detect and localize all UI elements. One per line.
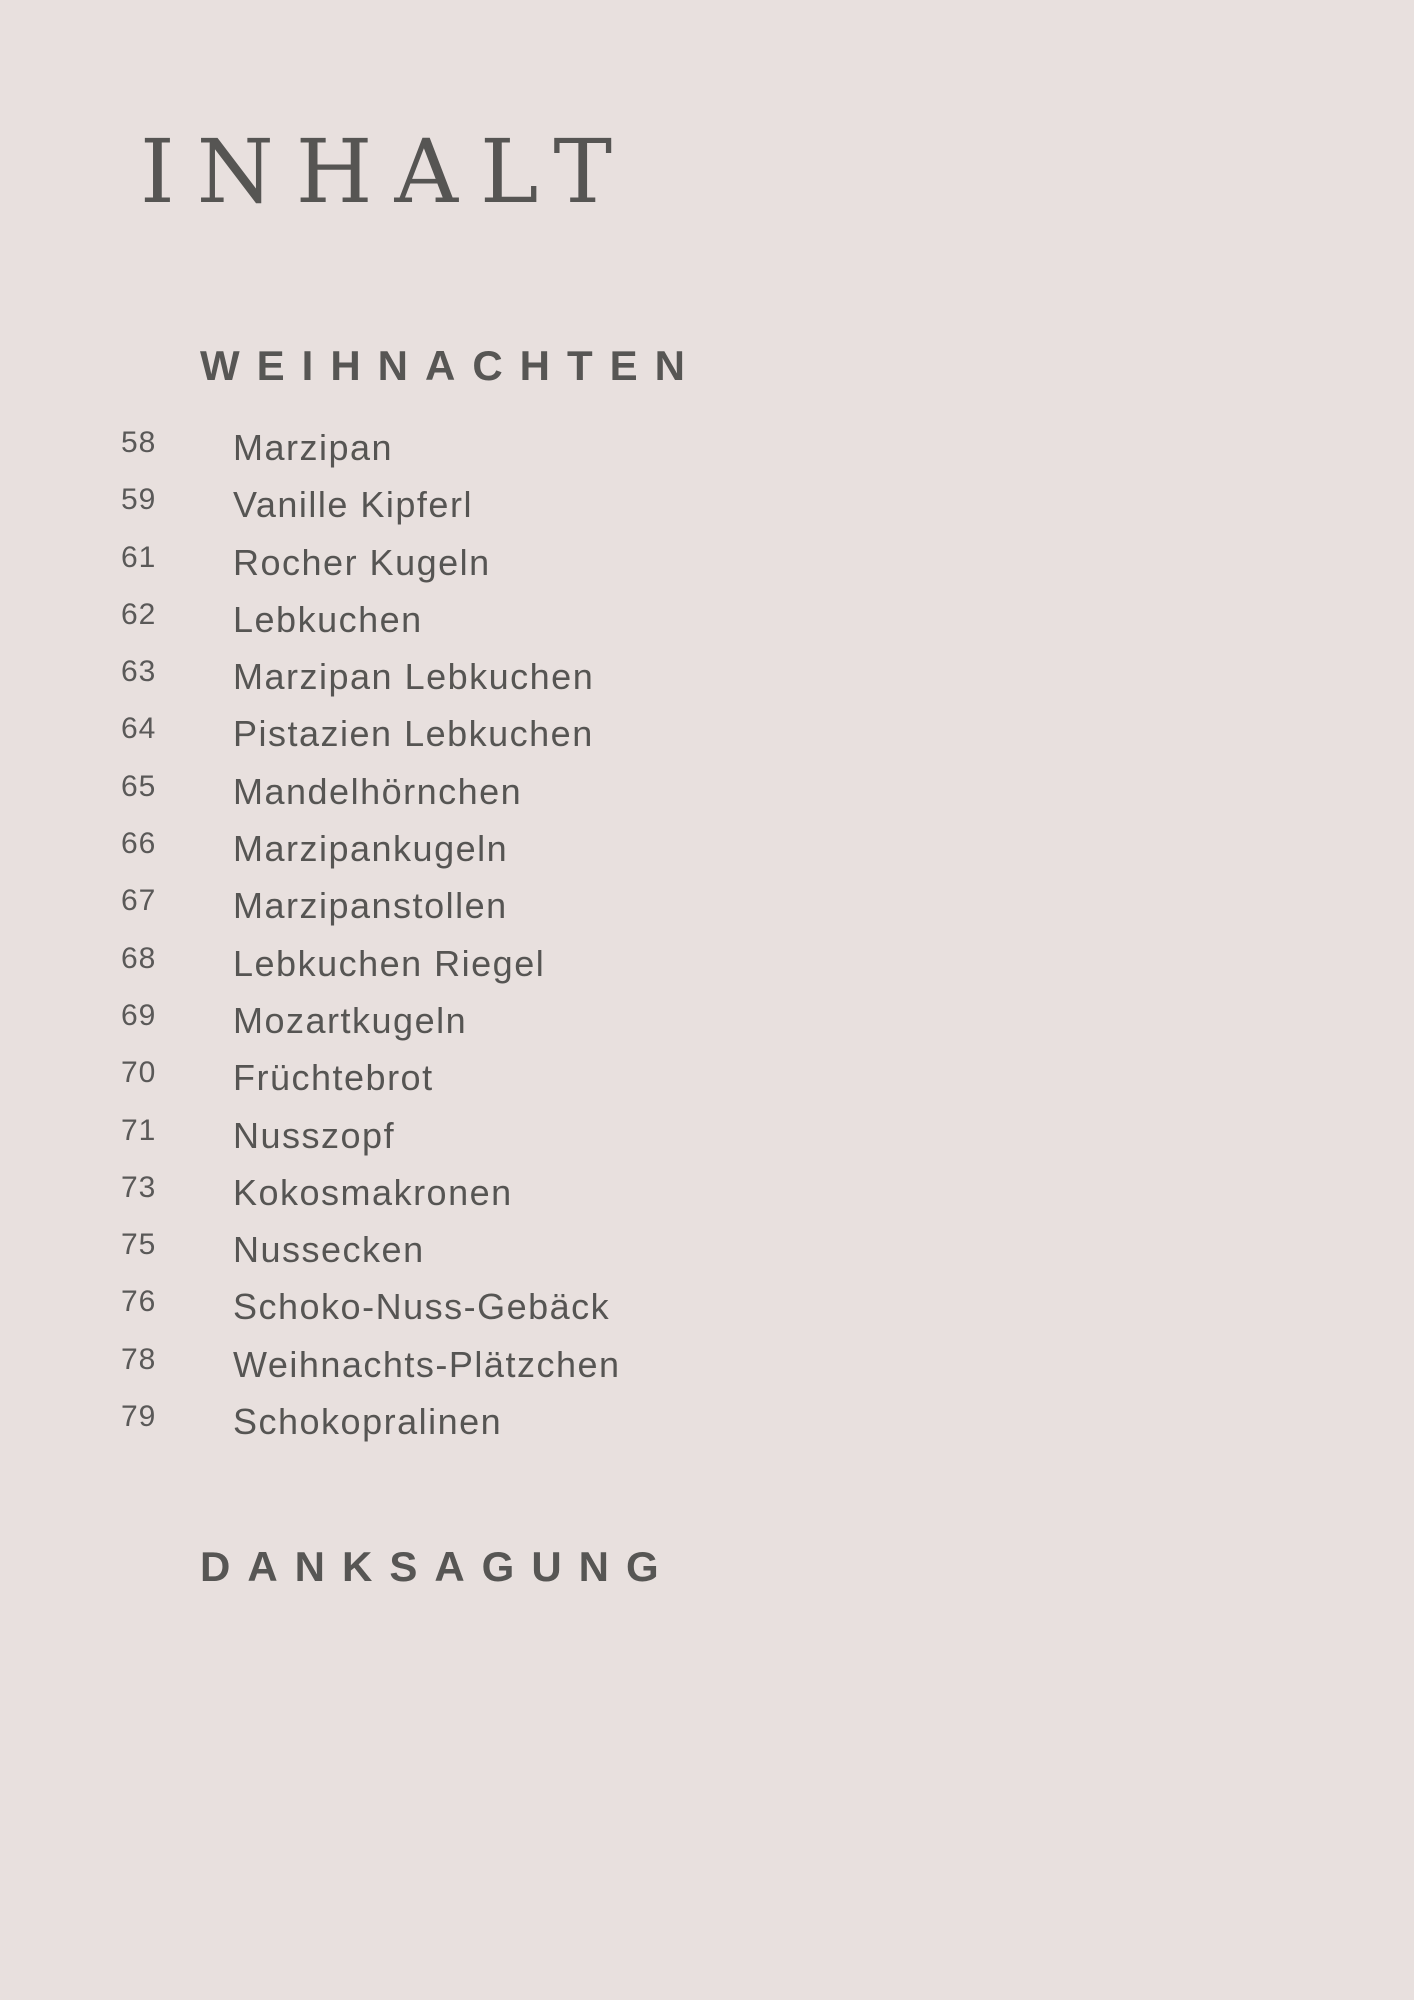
toc-entry (0, 1222, 1414, 1279)
toc-entry-title: Früchtebrot (233, 1057, 434, 1099)
weihnachten-entry-list (0, 420, 1414, 1451)
section-heading-danksagung: DANKSAGUNG (200, 1543, 676, 1590)
toc-entry (0, 592, 1414, 649)
toc-entry-title: Nussecken (233, 1229, 425, 1271)
toc-page-number: 61 (121, 540, 157, 574)
toc-entry (0, 420, 1414, 477)
toc-entry-title: Pistazien Lebkuchen (233, 713, 594, 755)
toc-entry-title: Mandelhörnchen (233, 770, 523, 812)
section-heading-weihnachten: WEIHNACHTEN (200, 342, 702, 389)
toc-entry (0, 706, 1414, 763)
toc-entry-title: Nusszopf (233, 1114, 396, 1156)
toc-page-number: 79 (121, 1400, 157, 1434)
toc-entry-title: Marzipan (233, 427, 394, 468)
toc-entry-title: Lebkuchen Riegel (233, 942, 546, 984)
toc-page-number: 64 (121, 712, 157, 746)
toc-page-number: 69 (121, 998, 157, 1032)
toc-page-number: 63 (121, 655, 157, 689)
toc-entry (0, 1050, 1414, 1107)
toc-entry (0, 1165, 1414, 1222)
toc-page-number: 59 (121, 483, 157, 517)
toc-entry (0, 878, 1414, 935)
toc-entry-title: Lebkuchen (233, 598, 423, 640)
toc-entry (0, 821, 1414, 878)
toc-entry-title: Weihnachts-Plätzchen (233, 1343, 621, 1385)
toc-entry (0, 993, 1414, 1050)
toc-page-number: 76 (121, 1285, 157, 1319)
toc-entry (0, 649, 1414, 706)
toc-page-number: 75 (121, 1228, 157, 1262)
toc-page-number: 62 (121, 597, 157, 631)
toc-page-number: 70 (121, 1056, 157, 1090)
toc-entry (0, 535, 1414, 592)
toc-entry (0, 1108, 1414, 1165)
toc-page-number: 65 (121, 769, 157, 803)
page-title: INHALT (140, 120, 635, 223)
toc-entry (0, 477, 1414, 534)
toc-entry (0, 764, 1414, 821)
toc-entry (0, 936, 1414, 993)
toc-page-number: 68 (121, 941, 157, 975)
toc-page-number: 71 (121, 1113, 157, 1147)
toc-entry-title: Rocher Kugeln (233, 541, 491, 583)
toc-page-number: 58 (121, 426, 157, 459)
toc-entry-title: Marzipan Lebkuchen (233, 656, 595, 698)
toc-entry-title: Schokopralinen (233, 1401, 503, 1443)
toc-entry (0, 1337, 1414, 1394)
toc-page-number: 73 (121, 1170, 157, 1204)
toc-entry-title: Kokosmakronen (233, 1171, 513, 1213)
toc-entry (0, 1279, 1414, 1336)
toc-entry-title: Schoko-Nuss-Gebäck (233, 1286, 611, 1328)
toc-page-number: 66 (121, 827, 157, 861)
toc-entry-title: Marzipankugeln (233, 828, 509, 870)
toc-entry-title: Mozartkugeln (233, 999, 468, 1041)
toc-page-number: 78 (121, 1342, 157, 1376)
toc-entry (0, 1394, 1414, 1451)
toc-entry-title: Vanille Kipferl (233, 484, 473, 526)
toc-page-number: 67 (121, 884, 157, 918)
toc-entry-title: Marzipanstollen (233, 885, 508, 927)
